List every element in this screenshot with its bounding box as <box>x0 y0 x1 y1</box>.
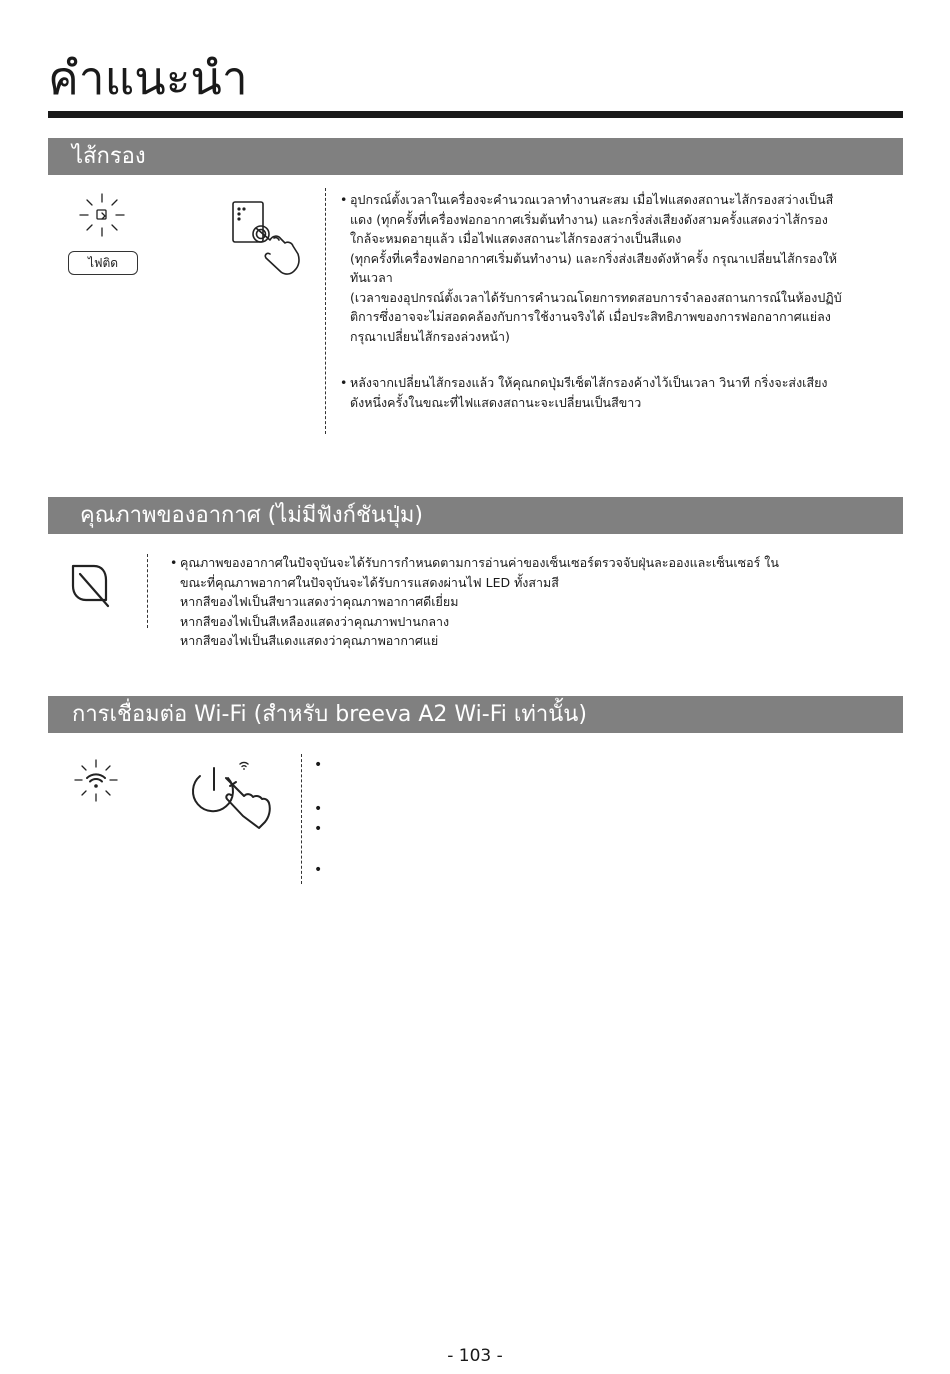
air-quality-bullet <box>170 553 900 651</box>
text-line: (เวลาของอุปกรณ์ตั้งเวลาได้รับการคำนวณโดยการทดสอบการจำลองสถานการณ์ในห้องปฏิบั <box>350 289 842 305</box>
text-line: หากสีของไฟเป็นสีเหลืองแสดงว่าคุณภาพปานกลาง <box>180 613 450 629</box>
leaf-icon <box>68 560 112 610</box>
wifi-bullet-3: • <box>314 821 323 837</box>
text-line: ดังหนึ่งครั้งในขณะที่ไฟแสดงสถานะจะเปลี่ยนเป็นสีขาว <box>350 394 642 410</box>
text-line: ใกล้จะหมดอายุแล้ว เมื่อไฟแสดงสถานะไส้กรองสว่างเป็นสีแดง <box>350 231 682 246</box>
page-number: - 103 - <box>447 1346 503 1366</box>
blinking-light-icon <box>78 192 128 238</box>
wifi-bullet-4: • <box>314 862 323 878</box>
text-line: ติการซึ่งอาจจะไม่สอดคล้องกับการใช้งานจริงได้ เมื่อประสิทธิภาพของการฟอกอากาศแย่ลง <box>350 309 831 324</box>
text-line: อุปกรณ์ตั้งเวลาในเครื่องจะคำนวณเวลาทำงานสะสม เมื่อไฟแสดงสถานะไส้กรองสว่างเป็นสี <box>350 192 834 207</box>
power-button-press-icon <box>186 756 282 836</box>
title-rule <box>48 111 903 118</box>
section-heading-wifi: การเชื่อมต่อ Wi-Fi (สำหรับ breeva A2 Wi-Fi เท่านั้น) <box>48 696 903 733</box>
column-divider <box>147 554 148 628</box>
text-line: หากสีของไฟเป็นสีขาวแสดงว่าคุณภาพอากาศดีเยี่ยม <box>180 594 459 609</box>
section-heading-filter: ไส้กรอง <box>48 138 903 175</box>
text-line: หลังจากเปลี่ยนไส้กรองแล้ว ให้คุณกดปุ่มรีเซ็ตไส้กรองค้างไว้เป็นเวลา วินาที กริ่งจะส่งเสียง <box>350 375 828 390</box>
blinking-wifi-icon <box>72 758 122 804</box>
text-line: ขณะที่คุณภาพอากาศในปัจจุบันจะได้รับการแสดงผ่านไฟ LED ทั้งสามสี <box>180 574 559 590</box>
text-line: กรุณาเปลี่ยนไส้กรองล่วงหน้า) <box>350 328 510 344</box>
bullet-mark: • <box>170 555 178 570</box>
bullet-mark: • <box>340 375 348 390</box>
wifi-bullet-2: • <box>314 801 323 817</box>
text-line: หากสีของไฟเป็นสีแดงแสดงว่าคุณภาพอากาศแย่ <box>180 633 439 648</box>
page-title: คำแนะนำ <box>48 51 248 105</box>
indicator-label-badge: ไฟติด <box>68 251 138 275</box>
text-line: คุณภาพของอากาศในปัจจุบันจะได้รับการกำหนดตามการอ่านค่าของเซ็นเซอร์ตรวจจับฝุ่นละอองและเซ็นเซอร์ ใน <box>180 555 779 570</box>
text-line: แดง (ทุกครั้งที่เครื่องฟอกอากาศเริ่มต้นทำงาน) และกริ่งส่งเสียงดังสามครั้งแสดงว่าไส้กรอง <box>350 211 828 227</box>
filter-bullet-1 <box>340 190 906 346</box>
filter-bullet-2 <box>340 373 906 412</box>
section-heading-air-quality: คุณภาพของอากาศ (ไม่มีฟังก์ชันปุ่ม) <box>48 497 903 534</box>
text-line: ทันเวลา <box>350 270 393 285</box>
wifi-bullet-1: • <box>314 757 323 773</box>
column-divider <box>325 188 326 434</box>
bullet-mark: • <box>340 192 348 207</box>
text-line: (ทุกครั้งที่เครื่องฟอกอากาศเริ่มต้นทำงาน) และกริ่งส่งเสียงดังห้าครั้ง กรุณาเปลี่ยนไส้กรองให้ <box>350 250 837 266</box>
press-button-hand-icon <box>228 198 302 276</box>
column-divider <box>301 754 302 884</box>
